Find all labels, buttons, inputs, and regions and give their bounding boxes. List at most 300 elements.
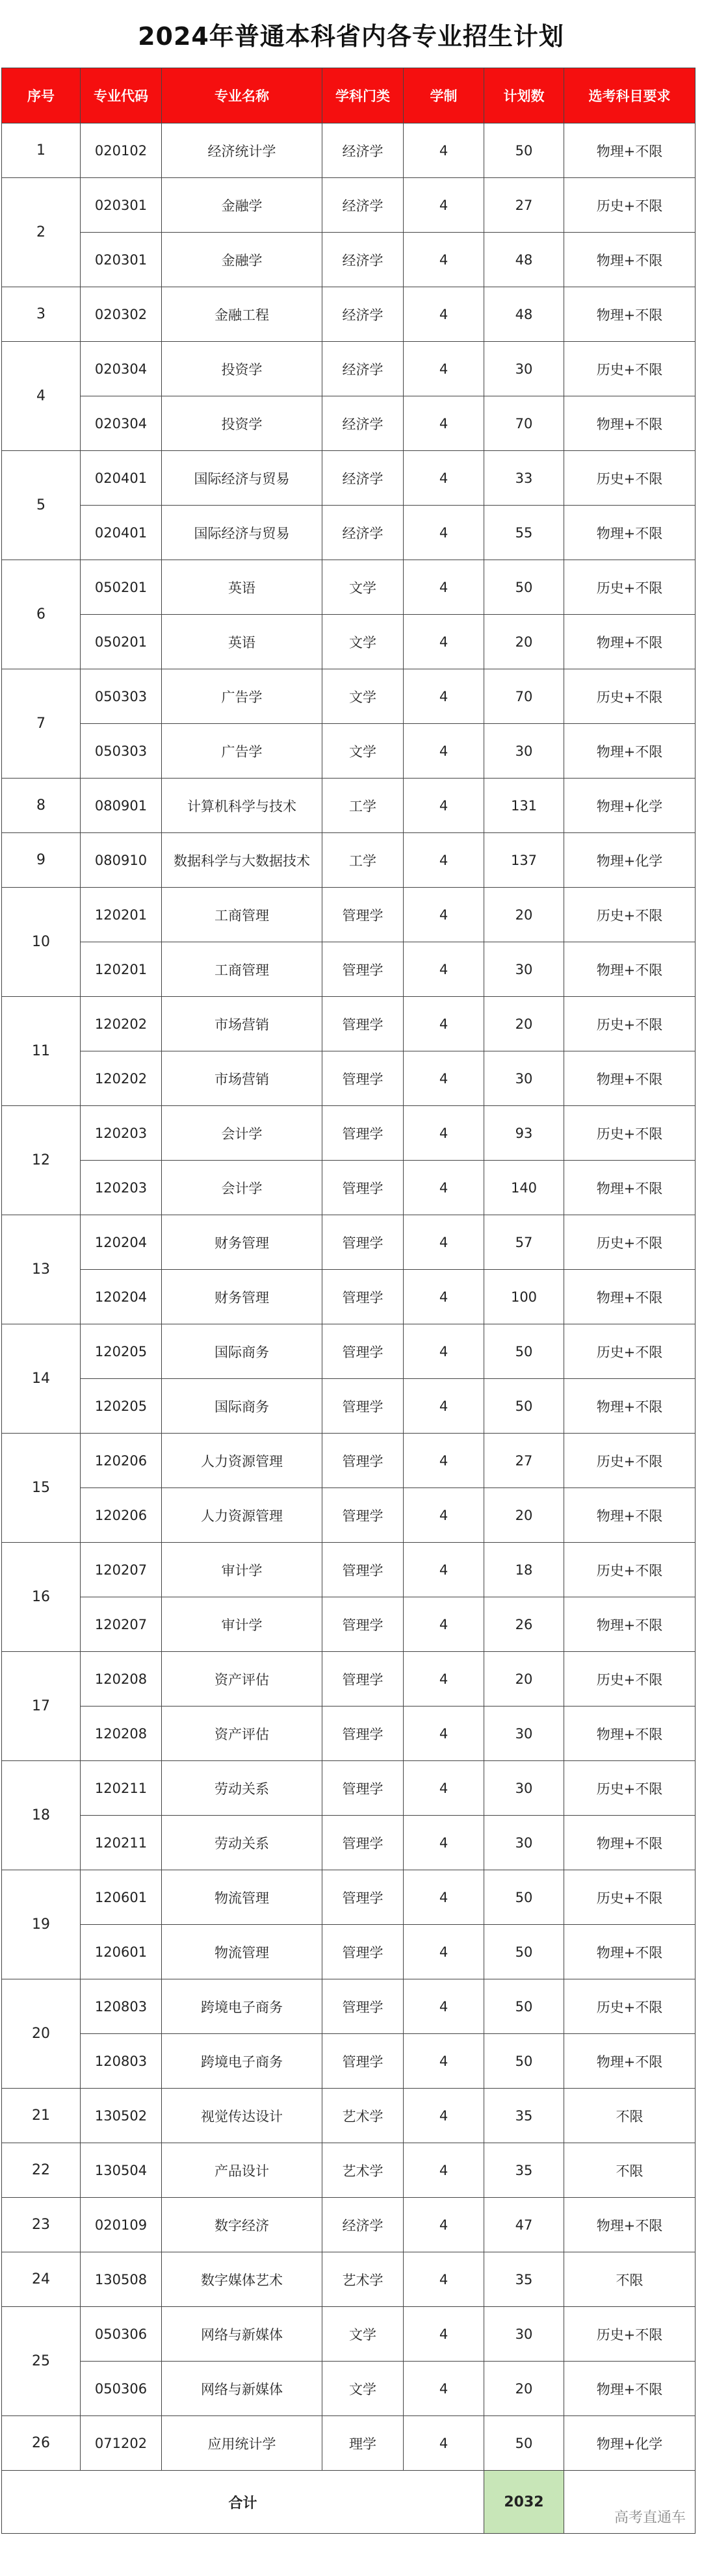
table-row bbox=[2, 1270, 696, 1324]
table-row bbox=[2, 1379, 696, 1434]
major-name: 国际经济与贸易 bbox=[162, 451, 322, 506]
plan-count: 30 bbox=[484, 1707, 564, 1761]
subject-category: 管理学 bbox=[322, 1106, 404, 1161]
table-row bbox=[2, 1979, 696, 2034]
table-row bbox=[2, 724, 696, 779]
plan-count: 50 bbox=[484, 2034, 564, 2089]
subject-category: 经济学 bbox=[322, 287, 404, 342]
major-code: 120203 bbox=[81, 1106, 162, 1161]
table-row bbox=[2, 1215, 696, 1270]
subject-category: 经济学 bbox=[322, 2198, 404, 2252]
major-name: 网络与新媒体 bbox=[162, 2307, 322, 2362]
major-name: 广告学 bbox=[162, 669, 322, 724]
plan-count: 50 bbox=[484, 560, 564, 615]
plan-count: 35 bbox=[484, 2089, 564, 2143]
seq-number: 21 bbox=[2, 2089, 81, 2143]
plan-count: 20 bbox=[484, 1652, 564, 1707]
duration: 4 bbox=[404, 1270, 484, 1324]
duration: 4 bbox=[404, 1816, 484, 1870]
major-name: 网络与新媒体 bbox=[162, 2362, 322, 2416]
col-header-duration: 学制 bbox=[404, 68, 484, 123]
table-row bbox=[2, 1761, 696, 1816]
major-code: 020401 bbox=[81, 506, 162, 560]
plan-count: 35 bbox=[484, 2143, 564, 2198]
duration: 4 bbox=[404, 123, 484, 178]
duration: 4 bbox=[404, 1488, 484, 1543]
subject-category: 工学 bbox=[322, 833, 404, 888]
major-name: 英语 bbox=[162, 615, 322, 669]
subject-category: 管理学 bbox=[322, 888, 404, 942]
table-row bbox=[2, 233, 696, 287]
table-row bbox=[2, 942, 696, 997]
table-row bbox=[2, 2362, 696, 2416]
duration: 4 bbox=[404, 779, 484, 833]
plan-count: 27 bbox=[484, 1434, 564, 1488]
plan-count: 70 bbox=[484, 396, 564, 451]
major-code: 120208 bbox=[81, 1652, 162, 1707]
subject-requirement: 物理+不限 bbox=[564, 615, 696, 669]
seq-number: 1 bbox=[2, 123, 81, 178]
plan-count: 137 bbox=[484, 833, 564, 888]
major-name: 审计学 bbox=[162, 1597, 322, 1652]
subject-requirement: 不限 bbox=[564, 2089, 696, 2143]
major-code: 120211 bbox=[81, 1761, 162, 1816]
seq-number: 16 bbox=[2, 1543, 81, 1652]
duration: 4 bbox=[404, 451, 484, 506]
plan-count: 18 bbox=[484, 1543, 564, 1597]
header-row bbox=[2, 68, 696, 123]
major-code: 120206 bbox=[81, 1434, 162, 1488]
subject-requirement: 物理+不限 bbox=[564, 942, 696, 997]
subject-requirement: 物理+不限 bbox=[564, 506, 696, 560]
subject-category: 管理学 bbox=[322, 1215, 404, 1270]
subject-requirement: 历史+不限 bbox=[564, 1434, 696, 1488]
major-name: 数字经济 bbox=[162, 2198, 322, 2252]
plan-count: 131 bbox=[484, 779, 564, 833]
major-name: 投资学 bbox=[162, 396, 322, 451]
subject-requirement: 历史+不限 bbox=[564, 2307, 696, 2362]
major-code: 120208 bbox=[81, 1707, 162, 1761]
subject-requirement: 历史+不限 bbox=[564, 997, 696, 1051]
major-name: 数据科学与大数据技术 bbox=[162, 833, 322, 888]
plan-count: 57 bbox=[484, 1215, 564, 1270]
col-header-category: 学科门类 bbox=[322, 68, 404, 123]
col-header-code: 专业代码 bbox=[81, 68, 162, 123]
seq-number: 22 bbox=[2, 2143, 81, 2198]
major-name: 广告学 bbox=[162, 724, 322, 779]
plan-count: 26 bbox=[484, 1597, 564, 1652]
subject-requirement: 不限 bbox=[564, 2252, 696, 2307]
subject-requirement: 物理+不限 bbox=[564, 2198, 696, 2252]
subject-category: 管理学 bbox=[322, 1761, 404, 1816]
major-name: 金融学 bbox=[162, 178, 322, 233]
subject-category: 文学 bbox=[322, 2362, 404, 2416]
page-title: 2024年普通本科省内各专业招生计划 bbox=[138, 21, 564, 51]
duration: 4 bbox=[404, 2416, 484, 2471]
seq-number: 25 bbox=[2, 2307, 81, 2416]
duration: 4 bbox=[404, 1215, 484, 1270]
major-code: 050201 bbox=[81, 560, 162, 615]
major-name: 工商管理 bbox=[162, 942, 322, 997]
seq-number: 3 bbox=[2, 287, 81, 342]
table-row bbox=[2, 2089, 696, 2143]
plan-count: 50 bbox=[484, 1324, 564, 1379]
subject-category: 管理学 bbox=[322, 942, 404, 997]
major-name: 国际商务 bbox=[162, 1379, 322, 1434]
duration: 4 bbox=[404, 1434, 484, 1488]
plan-count: 70 bbox=[484, 669, 564, 724]
subject-requirement: 物理+化学 bbox=[564, 833, 696, 888]
subject-requirement: 历史+不限 bbox=[564, 451, 696, 506]
duration: 4 bbox=[404, 2252, 484, 2307]
total-row bbox=[2, 2471, 696, 2534]
subject-category: 管理学 bbox=[322, 1979, 404, 2034]
subject-category: 经济学 bbox=[322, 178, 404, 233]
duration: 4 bbox=[404, 2143, 484, 2198]
major-code: 120211 bbox=[81, 1816, 162, 1870]
major-code: 120803 bbox=[81, 2034, 162, 2089]
major-code: 020301 bbox=[81, 233, 162, 287]
major-name: 应用统计学 bbox=[162, 2416, 322, 2471]
subject-requirement: 历史+不限 bbox=[564, 669, 696, 724]
major-name: 财务管理 bbox=[162, 1215, 322, 1270]
plan-count: 33 bbox=[484, 451, 564, 506]
subject-category: 艺术学 bbox=[322, 2252, 404, 2307]
subject-category: 经济学 bbox=[322, 506, 404, 560]
seq-number: 5 bbox=[2, 451, 81, 560]
table-row bbox=[2, 1925, 696, 1979]
duration: 4 bbox=[404, 1652, 484, 1707]
major-code: 120205 bbox=[81, 1379, 162, 1434]
major-name: 财务管理 bbox=[162, 1270, 322, 1324]
subject-requirement: 历史+不限 bbox=[564, 1652, 696, 1707]
subject-requirement: 历史+不限 bbox=[564, 178, 696, 233]
subject-category: 文学 bbox=[322, 2307, 404, 2362]
seq-number: 15 bbox=[2, 1434, 81, 1543]
table-row bbox=[2, 506, 696, 560]
seq-number: 23 bbox=[2, 2198, 81, 2252]
major-code: 050303 bbox=[81, 669, 162, 724]
duration: 4 bbox=[404, 342, 484, 396]
table-row bbox=[2, 1488, 696, 1543]
major-code: 020401 bbox=[81, 451, 162, 506]
plan-count: 30 bbox=[484, 942, 564, 997]
subject-category: 工学 bbox=[322, 779, 404, 833]
plan-count: 20 bbox=[484, 888, 564, 942]
major-code: 080901 bbox=[81, 779, 162, 833]
plan-count: 50 bbox=[484, 1379, 564, 1434]
major-name: 国际经济与贸易 bbox=[162, 506, 322, 560]
seq-number: 8 bbox=[2, 779, 81, 833]
plan-count: 50 bbox=[484, 2416, 564, 2471]
subject-category: 经济学 bbox=[322, 233, 404, 287]
major-name: 物流管理 bbox=[162, 1925, 322, 1979]
table-row bbox=[2, 1543, 696, 1597]
subject-requirement: 物理+化学 bbox=[564, 2416, 696, 2471]
major-name: 市场营销 bbox=[162, 997, 322, 1051]
subject-requirement: 历史+不限 bbox=[564, 1106, 696, 1161]
total-value: 2032 bbox=[484, 2471, 564, 2534]
subject-requirement: 历史+不限 bbox=[564, 1761, 696, 1816]
major-name: 计算机科学与技术 bbox=[162, 779, 322, 833]
duration: 4 bbox=[404, 888, 484, 942]
plan-count: 30 bbox=[484, 724, 564, 779]
subject-category: 艺术学 bbox=[322, 2089, 404, 2143]
major-name: 工商管理 bbox=[162, 888, 322, 942]
major-name: 市场营销 bbox=[162, 1051, 322, 1106]
table-row bbox=[2, 1652, 696, 1707]
major-code: 050303 bbox=[81, 724, 162, 779]
table-row bbox=[2, 342, 696, 396]
duration: 4 bbox=[404, 724, 484, 779]
major-code: 130504 bbox=[81, 2143, 162, 2198]
subject-requirement: 历史+不限 bbox=[564, 1543, 696, 1597]
major-name: 数字媒体艺术 bbox=[162, 2252, 322, 2307]
major-name: 产品设计 bbox=[162, 2143, 322, 2198]
col-header-major: 专业名称 bbox=[162, 68, 322, 123]
duration: 4 bbox=[404, 2034, 484, 2089]
subject-requirement: 不限 bbox=[564, 2143, 696, 2198]
major-code: 071202 bbox=[81, 2416, 162, 2471]
table-row bbox=[2, 560, 696, 615]
major-name: 跨境电子商务 bbox=[162, 2034, 322, 2089]
plan-count: 48 bbox=[484, 233, 564, 287]
major-code: 120207 bbox=[81, 1597, 162, 1652]
duration: 4 bbox=[404, 1979, 484, 2034]
plan-count: 140 bbox=[484, 1161, 564, 1215]
duration: 4 bbox=[404, 2089, 484, 2143]
subject-category: 管理学 bbox=[322, 2034, 404, 2089]
subject-category: 文学 bbox=[322, 669, 404, 724]
table-row bbox=[2, 1324, 696, 1379]
seq-number: 24 bbox=[2, 2252, 81, 2307]
subject-requirement: 历史+不限 bbox=[564, 342, 696, 396]
subject-requirement: 物理+不限 bbox=[564, 1270, 696, 1324]
subject-category: 管理学 bbox=[322, 1434, 404, 1488]
col-header-subjects: 选考科目要求 bbox=[564, 68, 696, 123]
watermark-text: 高考直通车 bbox=[564, 2471, 696, 2534]
subject-category: 管理学 bbox=[322, 1051, 404, 1106]
seq-number: 26 bbox=[2, 2416, 81, 2471]
subject-requirement: 物理+不限 bbox=[564, 287, 696, 342]
duration: 4 bbox=[404, 942, 484, 997]
major-code: 120207 bbox=[81, 1543, 162, 1597]
duration: 4 bbox=[404, 506, 484, 560]
plan-count: 30 bbox=[484, 342, 564, 396]
duration: 4 bbox=[404, 833, 484, 888]
table-row bbox=[2, 2198, 696, 2252]
major-code: 080910 bbox=[81, 833, 162, 888]
plan-count: 50 bbox=[484, 1925, 564, 1979]
major-name: 经济统计学 bbox=[162, 123, 322, 178]
duration: 4 bbox=[404, 1870, 484, 1925]
subject-category: 文学 bbox=[322, 615, 404, 669]
subject-category: 经济学 bbox=[322, 123, 404, 178]
major-code: 020302 bbox=[81, 287, 162, 342]
major-code: 020304 bbox=[81, 342, 162, 396]
table-row bbox=[2, 1051, 696, 1106]
seq-number: 20 bbox=[2, 1979, 81, 2089]
major-code: 120201 bbox=[81, 942, 162, 997]
major-code: 120204 bbox=[81, 1270, 162, 1324]
table-body bbox=[2, 123, 696, 2471]
duration: 4 bbox=[404, 233, 484, 287]
subject-requirement: 物理+不限 bbox=[564, 1597, 696, 1652]
plan-count: 48 bbox=[484, 287, 564, 342]
duration: 4 bbox=[404, 1597, 484, 1652]
subject-requirement: 物理+不限 bbox=[564, 1161, 696, 1215]
major-code: 120203 bbox=[81, 1161, 162, 1215]
seq-number: 7 bbox=[2, 669, 81, 779]
duration: 4 bbox=[404, 1707, 484, 1761]
major-name: 投资学 bbox=[162, 342, 322, 396]
subject-category: 经济学 bbox=[322, 342, 404, 396]
subject-requirement: 物理+不限 bbox=[564, 123, 696, 178]
seq-number: 18 bbox=[2, 1761, 81, 1870]
seq-number: 13 bbox=[2, 1215, 81, 1324]
plan-count: 20 bbox=[484, 2362, 564, 2416]
subject-requirement: 物理+不限 bbox=[564, 1379, 696, 1434]
duration: 4 bbox=[404, 560, 484, 615]
major-code: 050306 bbox=[81, 2307, 162, 2362]
subject-category: 管理学 bbox=[322, 1652, 404, 1707]
table-row bbox=[2, 615, 696, 669]
duration: 4 bbox=[404, 1051, 484, 1106]
major-code: 020301 bbox=[81, 178, 162, 233]
plan-count: 50 bbox=[484, 1979, 564, 2034]
col-header-plan: 计划数 bbox=[484, 68, 564, 123]
subject-category: 理学 bbox=[322, 2416, 404, 2471]
major-code: 120201 bbox=[81, 888, 162, 942]
col-header-seq: 序号 bbox=[2, 68, 81, 123]
duration: 4 bbox=[404, 1925, 484, 1979]
major-name: 物流管理 bbox=[162, 1870, 322, 1925]
major-name: 金融工程 bbox=[162, 287, 322, 342]
seq-number: 11 bbox=[2, 997, 81, 1106]
subject-requirement: 物理+不限 bbox=[564, 1488, 696, 1543]
subject-requirement: 物理+不限 bbox=[564, 1051, 696, 1106]
plan-count: 30 bbox=[484, 2307, 564, 2362]
major-code: 120202 bbox=[81, 997, 162, 1051]
subject-category: 管理学 bbox=[322, 1707, 404, 1761]
major-code: 120601 bbox=[81, 1870, 162, 1925]
major-code: 120601 bbox=[81, 1925, 162, 1979]
subject-requirement: 物理+不限 bbox=[564, 724, 696, 779]
subject-category: 管理学 bbox=[322, 1597, 404, 1652]
plan-count: 35 bbox=[484, 2252, 564, 2307]
subject-category: 经济学 bbox=[322, 396, 404, 451]
subject-category: 管理学 bbox=[322, 1816, 404, 1870]
subject-category: 管理学 bbox=[322, 1270, 404, 1324]
major-name: 审计学 bbox=[162, 1543, 322, 1597]
major-code: 130508 bbox=[81, 2252, 162, 2307]
subject-requirement: 历史+不限 bbox=[564, 1870, 696, 1925]
table-row bbox=[2, 997, 696, 1051]
table-row bbox=[2, 287, 696, 342]
major-name: 人力资源管理 bbox=[162, 1488, 322, 1543]
major-name: 视觉传达设计 bbox=[162, 2089, 322, 2143]
major-name: 英语 bbox=[162, 560, 322, 615]
subject-requirement: 物理+不限 bbox=[564, 1925, 696, 1979]
seq-number: 2 bbox=[2, 178, 81, 287]
subject-requirement: 物理+不限 bbox=[564, 2362, 696, 2416]
subject-requirement: 历史+不限 bbox=[564, 888, 696, 942]
plan-count: 50 bbox=[484, 123, 564, 178]
subject-requirement: 历史+不限 bbox=[564, 560, 696, 615]
table-row bbox=[2, 396, 696, 451]
subject-category: 管理学 bbox=[322, 1379, 404, 1434]
subject-requirement: 物理+不限 bbox=[564, 1707, 696, 1761]
duration: 4 bbox=[404, 615, 484, 669]
plan-count: 100 bbox=[484, 1270, 564, 1324]
table-row bbox=[2, 2416, 696, 2471]
plan-count: 30 bbox=[484, 1816, 564, 1870]
subject-requirement: 历史+不限 bbox=[564, 1979, 696, 2034]
subject-category: 文学 bbox=[322, 724, 404, 779]
subject-requirement: 历史+不限 bbox=[564, 1215, 696, 1270]
duration: 4 bbox=[404, 396, 484, 451]
subject-category: 管理学 bbox=[322, 1870, 404, 1925]
subject-category: 管理学 bbox=[322, 1324, 404, 1379]
major-name: 资产评估 bbox=[162, 1707, 322, 1761]
subject-requirement: 物理+化学 bbox=[564, 779, 696, 833]
seq-number: 12 bbox=[2, 1106, 81, 1215]
major-name: 国际商务 bbox=[162, 1324, 322, 1379]
table-row bbox=[2, 833, 696, 888]
major-name: 会计学 bbox=[162, 1161, 322, 1215]
duration: 4 bbox=[404, 2362, 484, 2416]
table-row bbox=[2, 2034, 696, 2089]
table-row bbox=[2, 2252, 696, 2307]
duration: 4 bbox=[404, 1543, 484, 1597]
duration: 4 bbox=[404, 287, 484, 342]
major-code: 050201 bbox=[81, 615, 162, 669]
duration: 4 bbox=[404, 1324, 484, 1379]
plan-count: 27 bbox=[484, 178, 564, 233]
duration: 4 bbox=[404, 669, 484, 724]
subject-requirement: 物理+不限 bbox=[564, 396, 696, 451]
table-row bbox=[2, 1597, 696, 1652]
major-name: 人力资源管理 bbox=[162, 1434, 322, 1488]
major-name: 跨境电子商务 bbox=[162, 1979, 322, 2034]
table-row bbox=[2, 1434, 696, 1488]
seq-number: 14 bbox=[2, 1324, 81, 1434]
plan-count: 30 bbox=[484, 1051, 564, 1106]
plan-count: 20 bbox=[484, 615, 564, 669]
table-row bbox=[2, 779, 696, 833]
major-name: 劳动关系 bbox=[162, 1816, 322, 1870]
major-code: 020102 bbox=[81, 123, 162, 178]
subject-category: 管理学 bbox=[322, 1161, 404, 1215]
duration: 4 bbox=[404, 1379, 484, 1434]
subject-category: 管理学 bbox=[322, 997, 404, 1051]
table-row bbox=[2, 2307, 696, 2362]
table-row bbox=[2, 451, 696, 506]
major-code: 020304 bbox=[81, 396, 162, 451]
major-code: 020109 bbox=[81, 2198, 162, 2252]
seq-number: 9 bbox=[2, 833, 81, 888]
subject-category: 经济学 bbox=[322, 451, 404, 506]
major-name: 劳动关系 bbox=[162, 1761, 322, 1816]
duration: 4 bbox=[404, 1106, 484, 1161]
plan-count: 93 bbox=[484, 1106, 564, 1161]
major-code: 120202 bbox=[81, 1051, 162, 1106]
table-row bbox=[2, 178, 696, 233]
table-row bbox=[2, 1816, 696, 1870]
table-row bbox=[2, 1106, 696, 1161]
subject-category: 文学 bbox=[322, 560, 404, 615]
plan-count: 50 bbox=[484, 1870, 564, 1925]
